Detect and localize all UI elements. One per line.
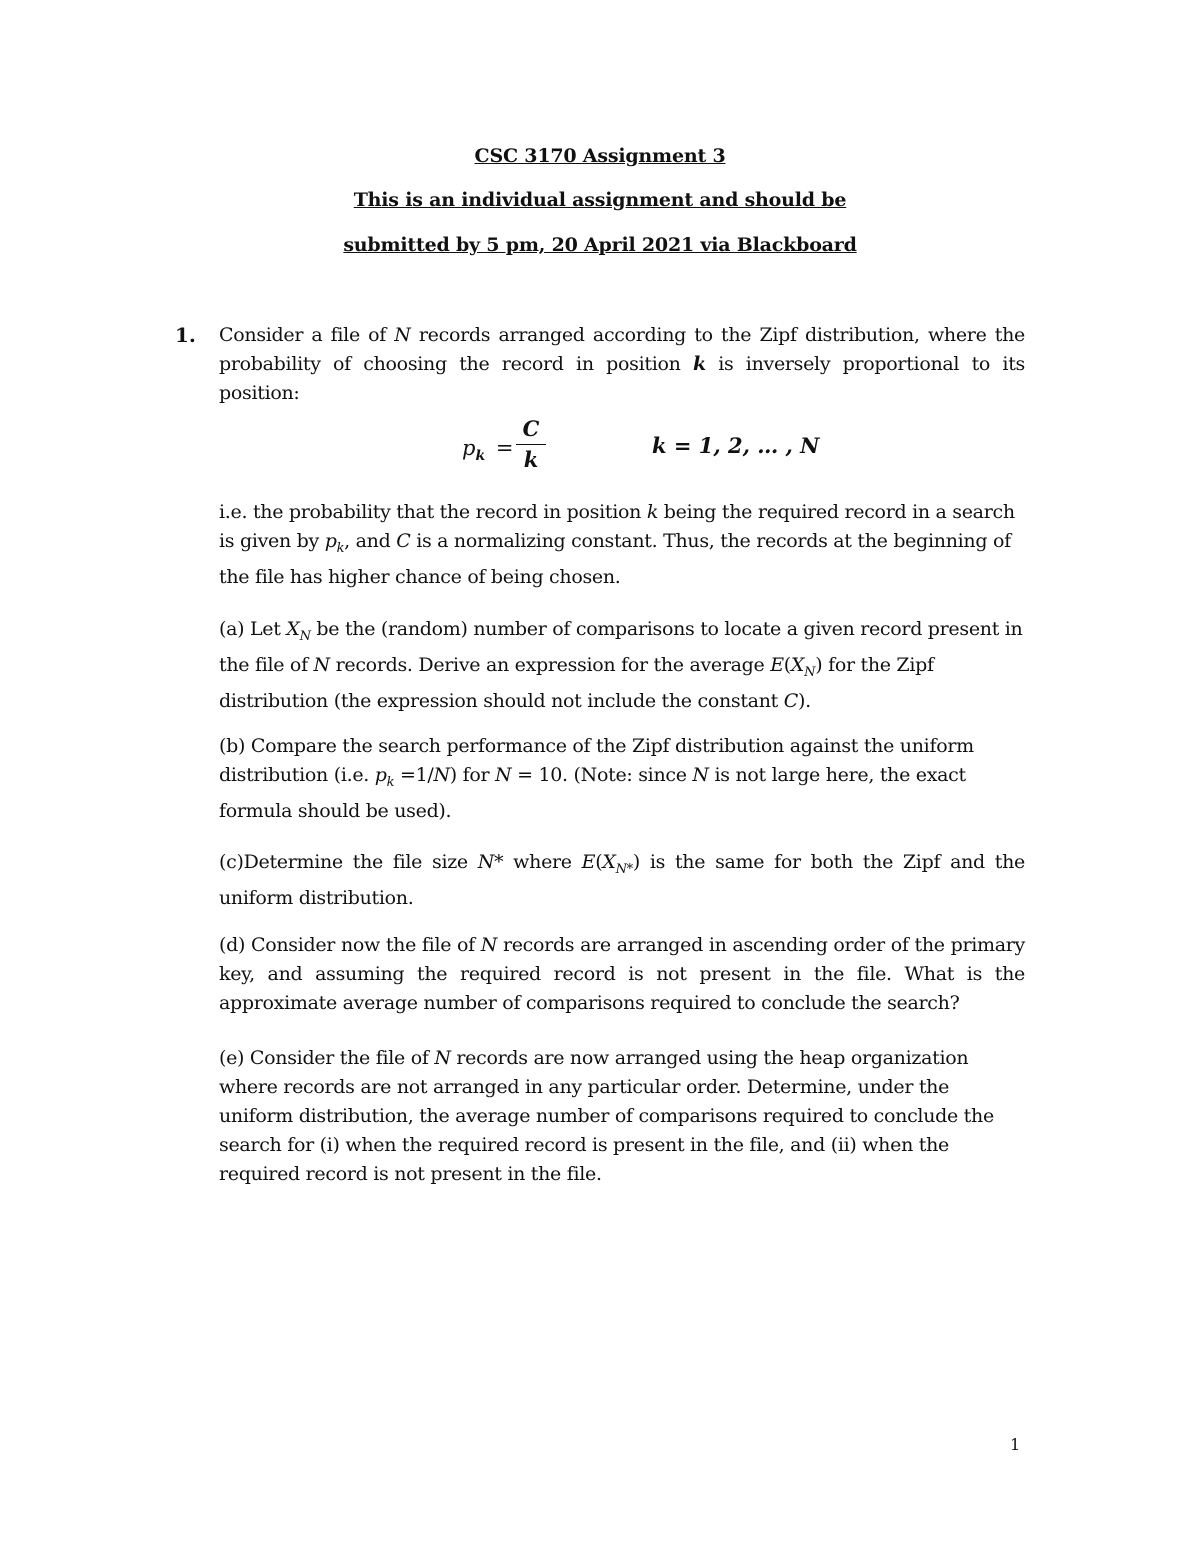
formula-range: k = 1, 2, … , N bbox=[652, 433, 820, 458]
page-number: 1 bbox=[1010, 1435, 1021, 1454]
part-e: (e) Consider the file of N records are now arranged using the heap organization where records are not arranged in any particular order. Determine, under the uniform distribution, the average number of comparisons required to conclude the search for (i) when the required record is present in the file, and (ii) when the required record is not present in the file. bbox=[219, 1047, 994, 1185]
fraction-bar bbox=[516, 444, 546, 445]
part-a: (a) Let $X_N$ be the (random) number of comparisons to locate a given record present in the file of N records. Derive an expression for the average $E(X_N)$ for the Zipf distribution (the expression should not include the constant C). bbox=[219, 618, 1023, 712]
assignment-subtitle-line-1: This is an individual assignment and should be bbox=[353, 189, 847, 211]
part-b: (b) Compare the search performance of the Zipf distribution against the uniform distribution (i.e. $p_k =1/N$) for N = 10. (Note: since N is not large here, the exact formula should be used). bbox=[219, 735, 974, 822]
formula-lhs: $p_k$ = bbox=[462, 436, 514, 465]
explanation-paragraph: i.e. the probability that the record in position k being the required record in a search is given by $p_k$, and C is a normalizing constant. Thus, the records at the beginning of the file has higher chance of being chosen. bbox=[219, 501, 1015, 588]
part-d: (d) Consider now the file of N records are arranged in ascending order of the primary key, and assuming the required record is not present in the file. What is the approximate average number of comparisons required to conclude the search? bbox=[219, 934, 1025, 1014]
assignment-title: CSC 3170 Assignment 3 bbox=[474, 145, 726, 167]
question-number: 1. bbox=[175, 323, 196, 347]
assignment-subtitle-line-2: submitted by 5 pm, 20 April 2021 via Blackboard bbox=[343, 234, 857, 256]
formula-fraction bbox=[516, 416, 546, 473]
part-c: (c)Determine the file size N* where $E(X_{N*})$ is the same for both the Zipf and the uniform distribution. bbox=[219, 851, 1026, 909]
formula-denominator: k bbox=[523, 447, 539, 472]
formula-numerator: C bbox=[522, 416, 540, 441]
question-intro: Consider a file of N records arranged according to the Zipf distribution, where the probability of choosing the record in position k is inversely proportional to its position: bbox=[219, 324, 1026, 404]
